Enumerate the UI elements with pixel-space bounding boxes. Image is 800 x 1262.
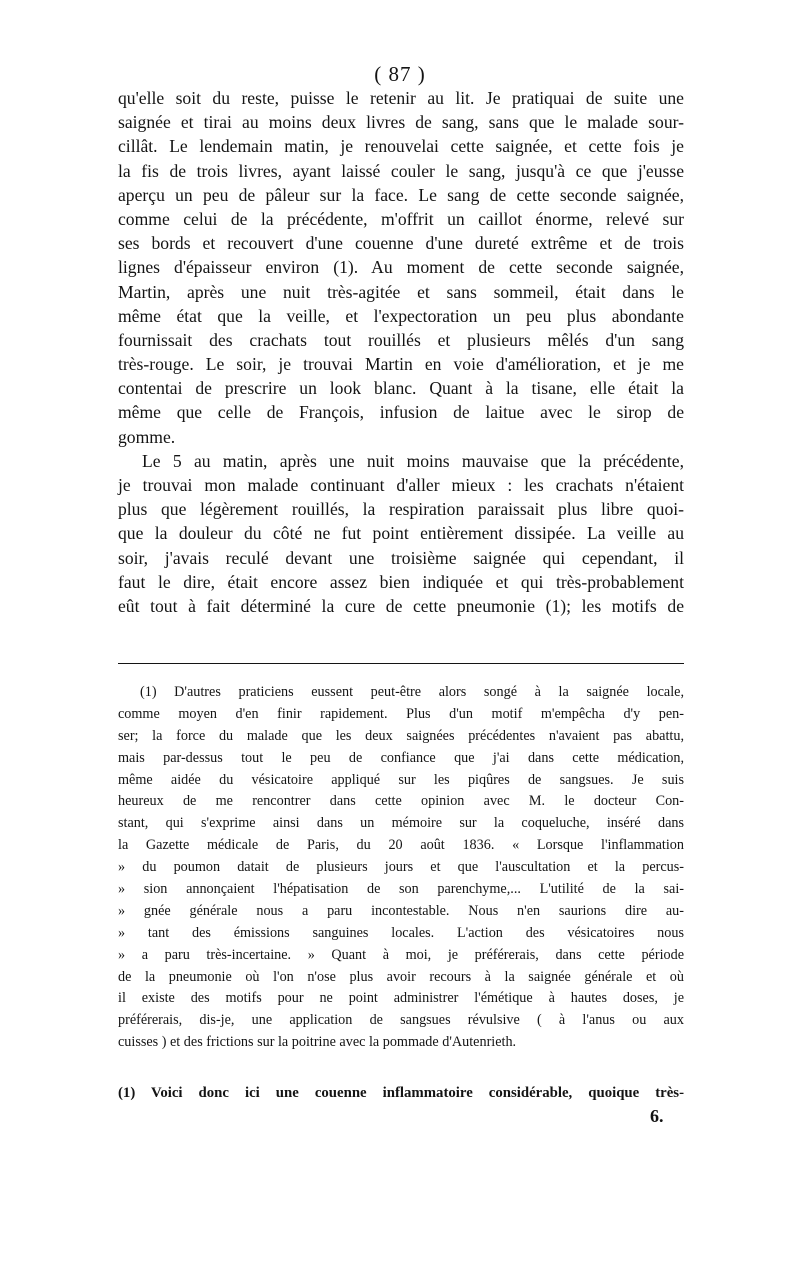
footnote-line: » tant des émissions sanguines locales. L'action des vésicatoires nous: [118, 924, 684, 941]
footnote-line: » a paru très-incertaine. » Quant à moi, je préférerais, dans cette période: [118, 946, 684, 963]
footnote-line: préférerais, dis-je, une application de sangsues révulsive ( à l'anus ou aux: [118, 1012, 684, 1029]
page-number: ( 87 ): [374, 62, 426, 86]
second-footnote: [118, 1082, 684, 1104]
footnote-line: (1) D'autres praticiens eussent peut-être alors songé à la saignée locale,: [140, 684, 684, 700]
footnotes: [118, 682, 684, 1054]
text-line: même que celle de François, infusion de laitue avec le sirop de: [118, 402, 684, 423]
signature-mark: 6.: [650, 1106, 664, 1126]
text-line: la fis de trois livres, ayant laissé couler le sang, jusqu'à ce que j'eusse: [118, 160, 684, 181]
text-line: même état que la veille, et l'expectoration un peu plus abondante: [118, 305, 684, 326]
footnote-line: stant, qui s'exprime ainsi dans un mémoire sur la coqueluche, inséré dans: [118, 815, 684, 832]
text-line: plus que légèrement rouillés, la respiration paraissait plus libre quoi-: [118, 499, 684, 520]
footnote-line: la Gazette médicale de Paris, du 20 août 1836. « Lorsque l'inflammation: [118, 837, 684, 854]
text-line: gomme.: [118, 426, 176, 447]
main-text: [118, 86, 684, 618]
text-line: je trouvai mon malade continuant d'aller mieux : les crachats n'étaient: [118, 475, 684, 495]
text-line: contentai de prescrire un look blanc. Quant à la tisane, elle était la: [118, 378, 684, 399]
text-line: eût tout à fait déterminé la cure de cette pneumonie (1); les motifs de: [118, 595, 684, 616]
footnote-line: comme moyen d'en finir rapidement. Plus d'un motif m'empêcha d'y pen-: [118, 705, 684, 722]
text-line: cillât. Le lendemain matin, je renouvelai cette saignée, et cette fois je: [118, 136, 684, 157]
text-line: aperçu un peu de pâleur sur la face. Le sang de cette seconde saignée,: [118, 184, 684, 205]
footnote-line: » sion annonçaient l'hépatisation de son parenchyme,... L'utilité de la sai-: [118, 881, 684, 898]
text-line: ses bords et recouvert d'une couenne d'une dureté extrême et de trois: [118, 233, 684, 254]
footnote-line: ser; la force du malade que les deux saignées précédentes n'avaient pas abattu,: [118, 727, 684, 744]
footnote-line: même aidée du vésicatoire appliqué sur les piqûres de sangsues. Je suis: [118, 771, 684, 788]
text-line: Le 5 au matin, après une nuit moins mauvaise que la précédente,: [142, 450, 684, 471]
footnote-line: de la pneumonie où l'on n'ose plus avoir recours à la saignée générale et où: [118, 968, 684, 985]
text-line: saignée et tirai au moins deux livres de sang, sans que le malade sour-: [118, 112, 684, 133]
text-line: Martin, après une nuit très-agitée et sans sommeil, était dans le: [118, 281, 684, 302]
text-line: que la douleur du côté ne fut point entièrement dissipée. La veille au: [118, 523, 684, 544]
text-line: soir, j'avais reculé devant une troisième saignée qui cependant, il: [118, 547, 684, 568]
text-line: qu'elle soit du reste, puisse le retenir au lit. Je pratiquai de suite une: [118, 88, 684, 108]
text-line: comme celui de la précédente, m'offrit un caillot énorme, relevé sur: [118, 208, 684, 229]
footnote-line: heureux de me rencontrer dans cette opinion avec M. le docteur Con-: [118, 793, 684, 810]
text-line: faut le dire, était encore assez bien indiquée et qui très-probablement: [118, 571, 684, 592]
footnote-line: » du poumon datait de plusieurs jours et que l'auscultation et la percus-: [118, 859, 684, 876]
text-line: très-rouge. Le soir, je trouvai Martin en voie d'amélioration, et je me: [118, 354, 684, 375]
footnote-line: » gnée générale nous a paru incontestable. Nous n'en saurions dire au-: [118, 902, 684, 919]
footnote-line: cuisses ) et des frictions sur la poitrine avec la pommade d'Autenrieth.: [118, 1034, 517, 1051]
footnote-divider: [118, 663, 684, 664]
footnote-line: mais par-dessus tout le peu de confiance que j'ai dans cette médication,: [118, 749, 684, 766]
footnote-line: (1) Voici donc ici une couenne inflammatoire considérable, quoique très-: [118, 1085, 684, 1101]
text-line: lignes d'épaisseur environ (1). Au moment de cette seconde saignée,: [118, 257, 684, 278]
footnote-line: il existe des motifs pour ne point administrer l'émétique à hautes doses, je: [118, 990, 684, 1007]
text-line: fournissait des crachats tout rouillés et plusieurs mêlés d'un sang: [118, 329, 684, 350]
